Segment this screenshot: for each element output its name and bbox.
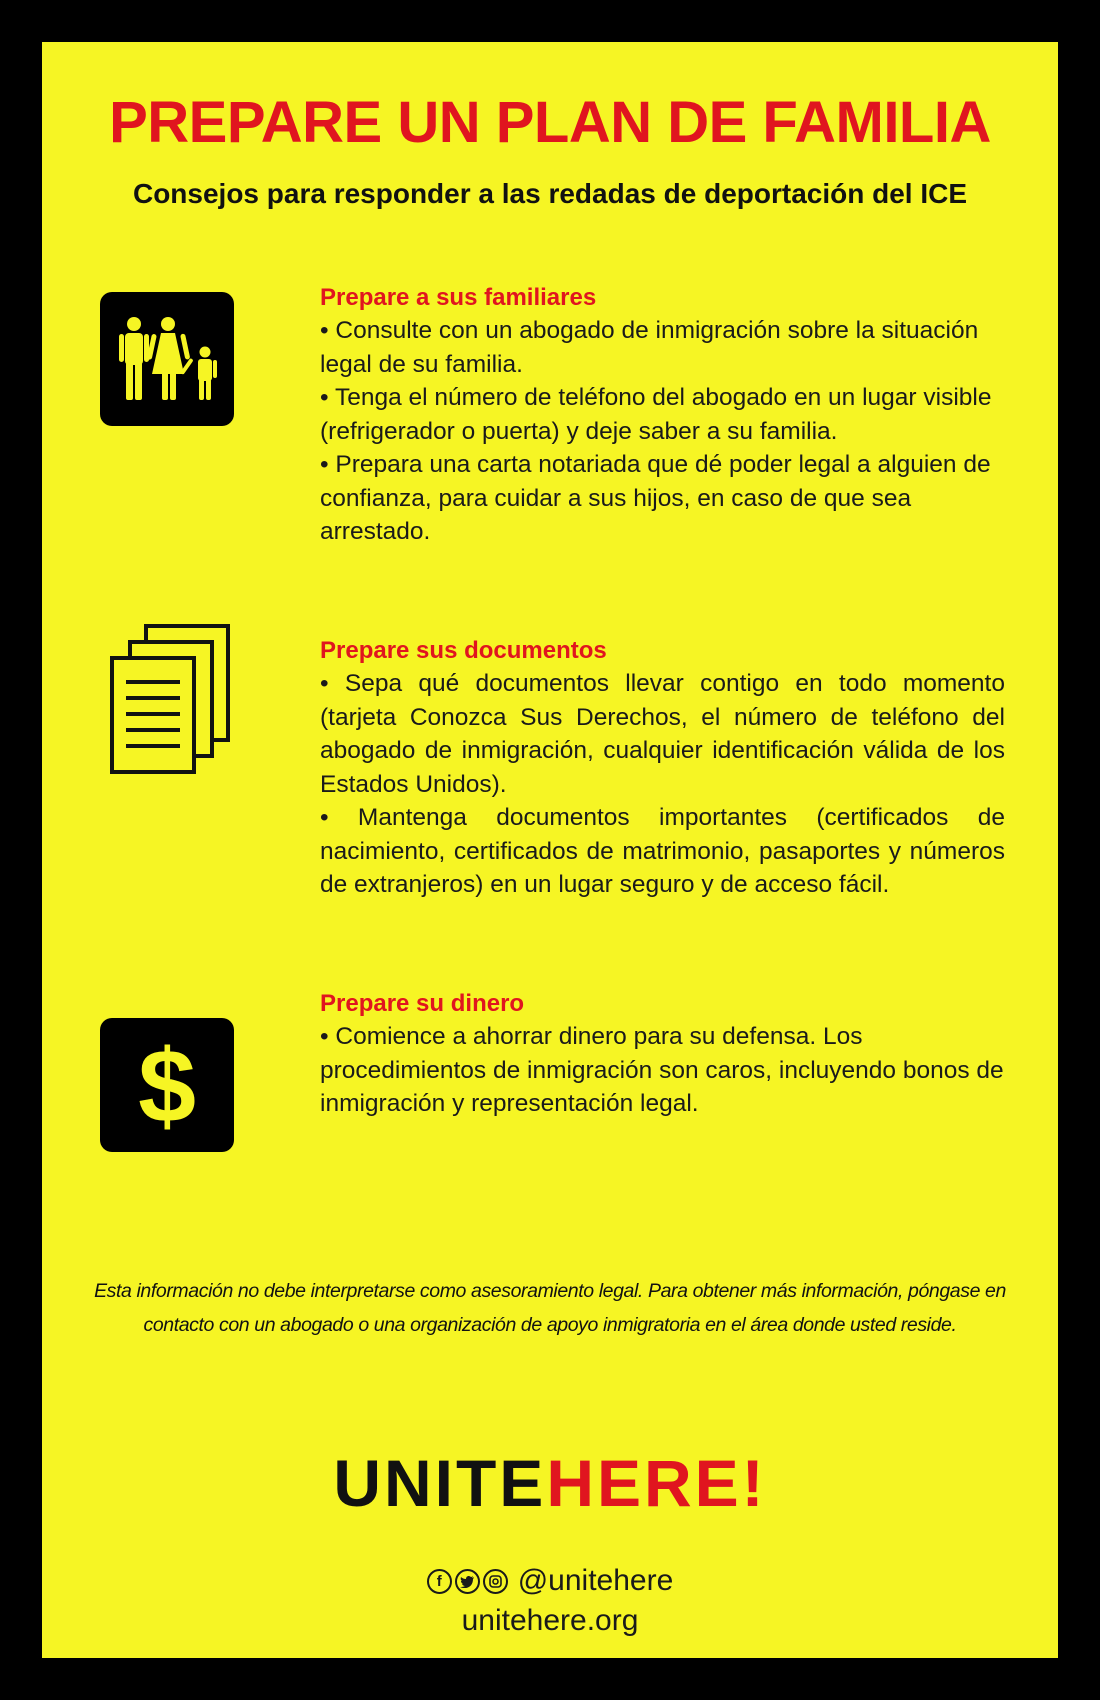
unitehere-logo: UNITEHERE! <box>333 1446 767 1520</box>
family-icon <box>100 292 234 426</box>
documents-icon <box>100 620 234 778</box>
social-row <box>42 1564 1058 1598</box>
social-icons <box>427 1569 508 1594</box>
section-heading: Prepare sus documentos <box>320 637 607 664</box>
website-link[interactable]: unitehere.org <box>461 1604 639 1637</box>
bullet-item: • Sepa qué documentos llevar contigo en todo momento (tarjeta Conozca Sus Derechos, el número de teléfono del abogado de inmigración, cualquier identificación válida de los Estados Unidos). <box>320 670 1005 798</box>
section-heading: Prepare a sus familiares <box>320 284 597 311</box>
dollar-icon <box>100 1018 234 1152</box>
facebook-icon[interactable]: f <box>427 1569 452 1594</box>
section-documentos-text <box>320 635 1005 902</box>
social-handle[interactable]: @unitehere <box>517 1564 674 1597</box>
bullet-item: • Tenga el número de teléfono del abogado en un lugar visible (refrigerador o puerta) y deje saber a su familia. <box>320 384 992 445</box>
page-title: PREPARE UN PLAN DE FAMILIA <box>109 90 991 155</box>
bullet-item: • Mantenga documentos importantes (certificados de nacimiento, certificados de matrimonio, pasaportes y números de extranjeros) en un lugar seguro y de acceso fácil. <box>320 804 1005 898</box>
bullet-item: • Consulte con un abogado de inmigración sobre la situación legal de su familia. <box>320 317 979 378</box>
legal-disclaimer <box>82 1274 1018 1342</box>
section-heading: Prepare su dinero <box>320 990 525 1017</box>
section-dinero-text <box>320 988 1005 1121</box>
instagram-icon[interactable] <box>483 1569 508 1594</box>
disclaimer-line: Esta información no debe interpretarse como asesoramiento legal. Para obtener más información, póngase en <box>94 1280 1006 1302</box>
twitter-icon[interactable] <box>455 1569 480 1594</box>
flyer-card <box>42 42 1058 1658</box>
section-familiares-text <box>320 282 1005 549</box>
bullet-item: • Prepara una carta notariada que dé poder legal a alguien de confianza, para cuidar a sus hijos, en caso de que sea arrestado. <box>320 451 991 545</box>
bullet-item: • Comience a ahorrar dinero para su defensa. Los procedimientos de inmigración son caros, incluyendo bonos de inmigración y representación legal. <box>320 1023 1004 1117</box>
svg-text:$: $ <box>138 1030 196 1140</box>
page-subtitle: Consejos para responder a las redadas de deportación del ICE <box>132 178 968 209</box>
disclaimer-line: contacto con un abogado o una organización de apoyo inmigratoria en el área donde usted reside. <box>143 1314 957 1336</box>
